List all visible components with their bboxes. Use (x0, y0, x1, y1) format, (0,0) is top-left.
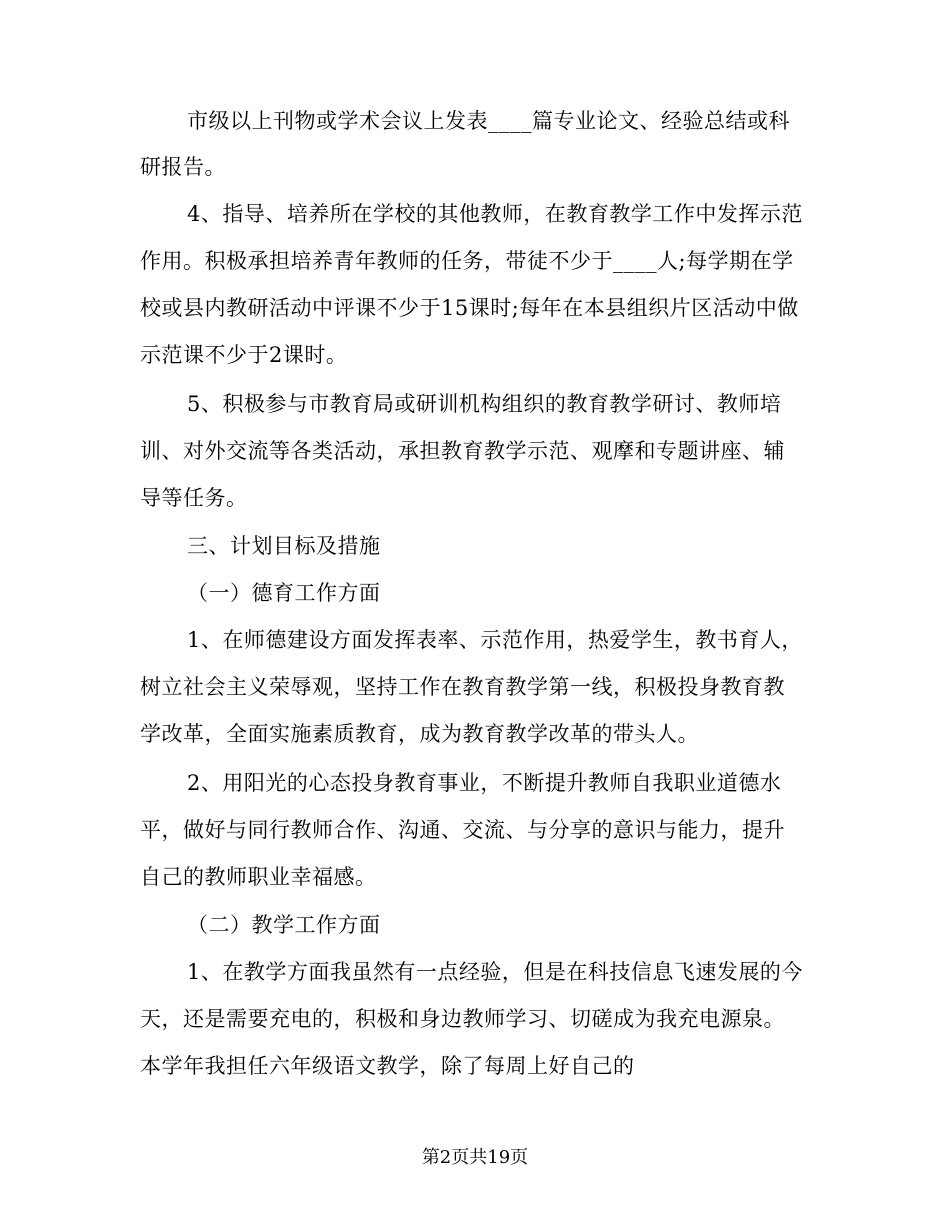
text-line: 市级以上刊物或学术会议上发表____篇专业论文、经验总结或科 (187, 109, 790, 133)
text-line: 研报告。 (140, 155, 226, 179)
text-line: 树立社会主义荣辱观，坚持工作在教育教学第一线，积极投身教育教 (140, 675, 785, 699)
text-line: 1、在教学方面我虽然有一点经验，但是在科技信息飞速发展的今 (187, 960, 803, 984)
section-heading: 三、计划目标及措施 (187, 534, 381, 558)
text-line: 平，做好与同行教师合作、沟通、交流、与分享的意识与能力，提升 (140, 818, 785, 842)
text-line: 4、指导、培养所在学校的其他教师，在教育教学工作中发挥示范 (187, 202, 803, 226)
text-line: 作用。积极承担培养青年教师的任务，带徒不少于____人;每学期在学 (140, 249, 794, 273)
page-number-footer: 第2页共19页 (421, 1147, 529, 1168)
text-line: 5、积极参与市教育局或研训机构组织的教育教学研讨、教师培 (187, 392, 782, 416)
text-line: 示范课不少于2课时。 (140, 343, 348, 367)
text-line: 天，还是需要充电的，积极和身边教师学习、切磋成为我充电源泉。 (140, 1007, 785, 1031)
text-line: 导等任务。 (140, 486, 248, 510)
subsection-heading: （二）教学工作方面 (187, 913, 381, 937)
text-line: 2、用阳光的心态投身教育事业，不断提升教师自我职业道德水 (187, 771, 782, 795)
text-line: 1、在师德建设方面发挥表率、示范作用，热爱学生，教书育人， (187, 628, 803, 652)
subsection-heading: （一）德育工作方面 (187, 581, 381, 605)
text-line: 学改革，全面实施素质教育，成为教育教学改革的带头人。 (140, 722, 699, 746)
text-line: 校或县内教研活动中评课不少于15课时;每年在本县组织片区活动中做 (140, 296, 799, 320)
text-line: 本学年我担任六年级语文教学，除了每周上好自己的 (140, 1054, 635, 1078)
text-line: 训、对外交流等各类活动，承担教育教学示范、观摩和专题讲座、辅 (140, 439, 785, 463)
text-line: 自己的教师职业幸福感。 (140, 865, 377, 889)
